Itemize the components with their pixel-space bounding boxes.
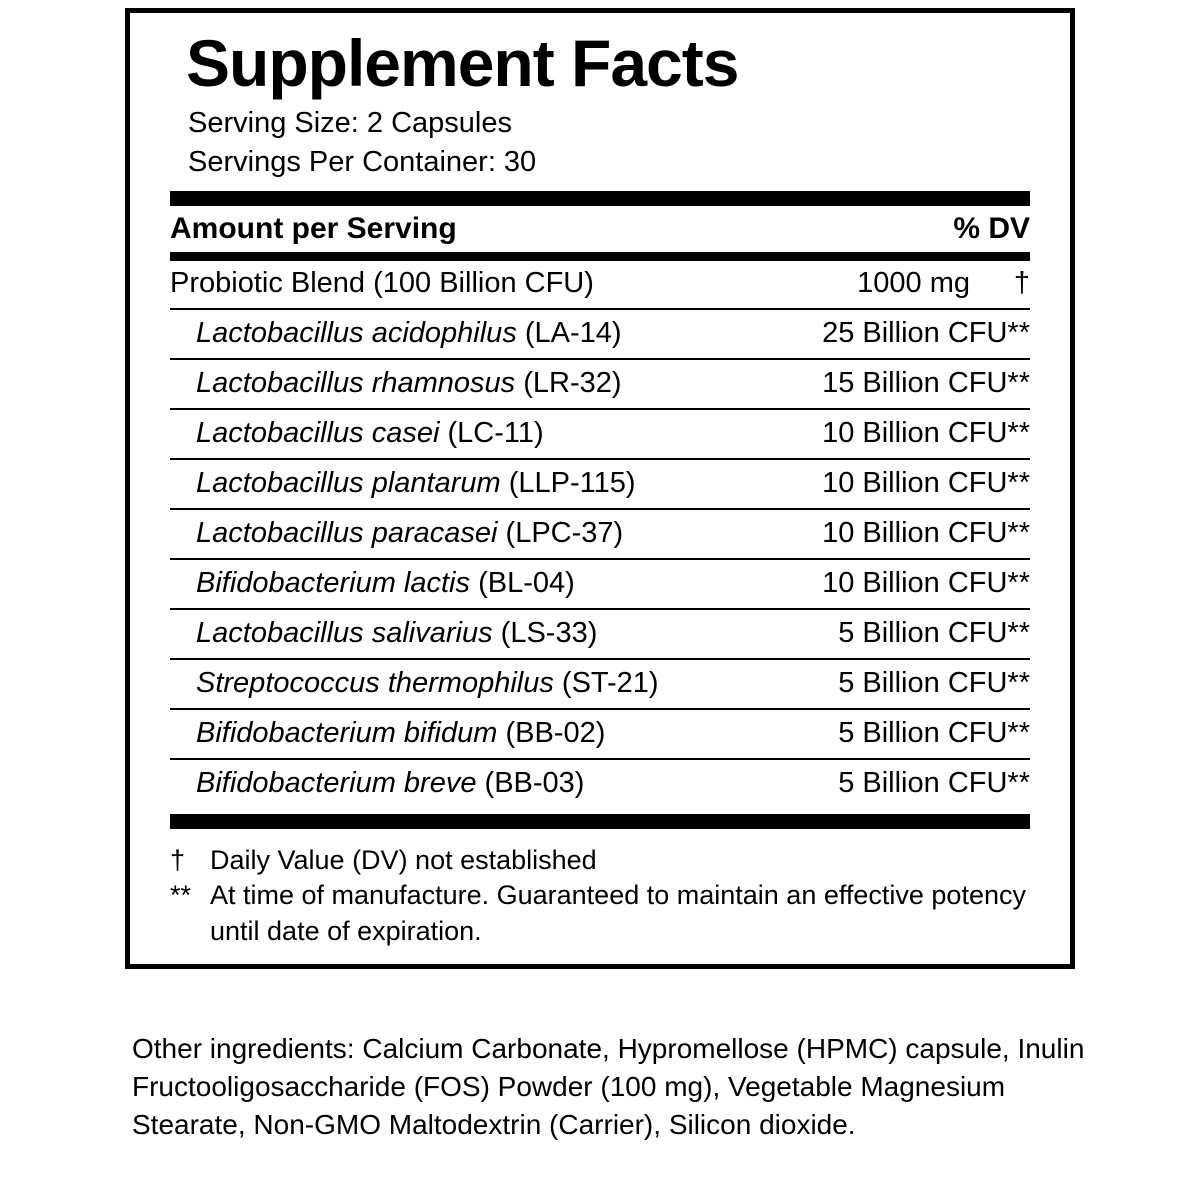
table-row: [170, 460, 1030, 510]
ingredient-species: Bifidobacterium bifidum: [196, 716, 498, 749]
ingredient-name: [170, 566, 822, 599]
ingredient-strain: (LLP-115): [508, 466, 636, 499]
ingredient-strain: (LA-14): [524, 316, 622, 349]
ingredient-name: [170, 666, 838, 699]
ingredient-strain: (LR-32): [523, 366, 622, 399]
footnote-marker: **: [170, 880, 192, 911]
footnote-marker: †: [170, 844, 186, 875]
serving-size: Serving Size: 2 Capsules: [188, 107, 512, 140]
ingredient-strain: (BB-02): [505, 716, 606, 749]
footnotes: [170, 843, 1030, 950]
ingredient-name: [170, 516, 822, 549]
divider-thick-bottom: [170, 814, 1030, 829]
ingredient-amount: 10 Billion CFU**: [822, 516, 1030, 549]
table-row: [170, 360, 1030, 410]
ingredient-amount: 15 Billion CFU**: [822, 366, 1030, 399]
ingredient-species: Bifidobacterium breve: [196, 766, 477, 799]
table-header-row: [158, 206, 1042, 252]
table-row: [170, 710, 1030, 760]
servings-per-container: Servings Per Container: 30: [188, 145, 537, 178]
ingredient-name: [170, 716, 838, 749]
footnote-dagger: [170, 843, 1030, 879]
footnote-asterisks: [170, 878, 1030, 949]
table-row: [170, 510, 1030, 560]
footnote-text: At time of manufacture. Guaranteed to maintain an effective potency until date of expiration.: [210, 880, 1026, 947]
ingredient-strain: (LPC-37): [505, 516, 624, 549]
blend-name: Probiotic Blend (100 Billion CFU): [170, 266, 594, 299]
ingredient-amount: 10 Billion CFU**: [822, 416, 1030, 449]
ingredient-name: [170, 466, 822, 499]
table-row: [170, 760, 1030, 808]
table-row: [170, 560, 1030, 610]
blend-dv: †: [1013, 266, 1030, 299]
ingredient-strain: (BB-03): [484, 766, 585, 799]
ingredient-amount: 5 Billion CFU**: [838, 666, 1030, 699]
panel-title: Supplement Facts: [186, 26, 739, 100]
blend-amount: 1000 mg: [857, 266, 970, 299]
supplement-facts-panel: [125, 8, 1075, 969]
table-row: [170, 310, 1030, 360]
ingredient-species: Lactobacillus casei: [196, 416, 440, 449]
ingredient-amount: 25 Billion CFU**: [822, 316, 1030, 349]
percent-dv-header: % DV: [953, 211, 1030, 245]
ingredient-amount: 10 Billion CFU**: [822, 566, 1030, 599]
ingredient-name: [170, 766, 838, 799]
divider-medium-header: [170, 252, 1030, 261]
amount-per-serving-header: Amount per Serving: [170, 211, 457, 245]
ingredient-species: Bifidobacterium lactis: [196, 566, 470, 599]
table-row: [170, 660, 1030, 710]
ingredient-species: Lactobacillus acidophilus: [196, 316, 517, 349]
ingredient-amount: 5 Billion CFU**: [838, 716, 1030, 749]
ingredient-amount: 5 Billion CFU**: [838, 766, 1030, 799]
divider-thick-top: [170, 191, 1030, 206]
footnote-text: Daily Value (DV) not established: [210, 844, 597, 875]
ingredient-amount: 10 Billion CFU**: [822, 466, 1030, 499]
other-ingredients-text: Other ingredients: Calcium Carbonate, Hypromellose (HPMC) capsule, Inulin Fructooligosaccharide (FOS) Powder (100 mg), Vegetable Magnesium Stearate, Non-GMO Maltodextrin (Carrier), Silicon dioxide.: [132, 1033, 1085, 1141]
ingredient-species: Streptococcus thermophilus: [196, 666, 554, 699]
table-row: [170, 610, 1030, 660]
ingredient-name: [170, 416, 822, 449]
ingredient-strain: (BL-04): [478, 566, 575, 599]
ingredient-name: [170, 366, 822, 399]
ingredient-amount: 5 Billion CFU**: [838, 616, 1030, 649]
ingredients-table: [170, 261, 1030, 808]
ingredient-species: Lactobacillus paracasei: [196, 516, 498, 549]
ingredient-strain: (LC-11): [447, 416, 544, 449]
table-row: [170, 410, 1030, 460]
ingredient-species: Lactobacillus plantarum: [196, 466, 501, 499]
ingredient-name: [170, 316, 822, 349]
ingredient-name: [170, 616, 838, 649]
ingredient-strain: (LS-33): [500, 616, 598, 649]
ingredient-species: Lactobacillus salivarius: [196, 616, 493, 649]
ingredient-species: Lactobacillus rhamnosus: [196, 366, 516, 399]
table-row-blend: [170, 261, 1030, 310]
ingredient-strain: (ST-21): [561, 666, 659, 699]
